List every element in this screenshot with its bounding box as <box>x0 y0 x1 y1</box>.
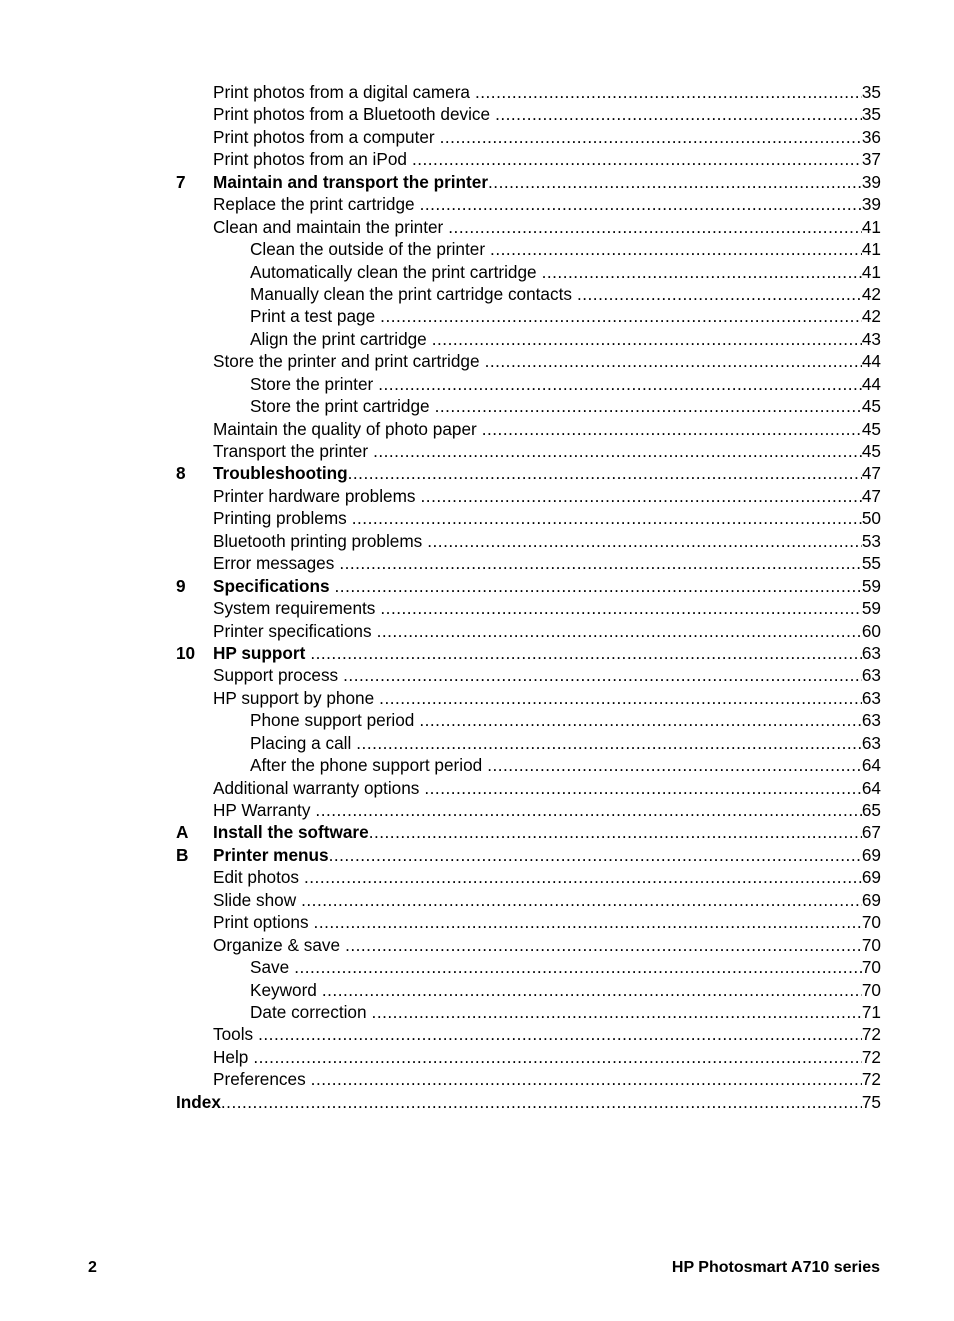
toc-page-number: 72 <box>861 1046 881 1067</box>
toc-entry-title: Install the software <box>213 822 369 843</box>
toc-page-number: 35 <box>861 82 881 102</box>
toc-page-number: 43 <box>861 328 881 349</box>
toc-page-number: 70 <box>861 957 881 978</box>
toc-entry-title: Print photos from a Bluetooth device <box>213 104 491 125</box>
toc-dot-leader <box>480 350 862 372</box>
toc-page-number: 65 <box>861 800 881 820</box>
toc-entry-line <box>213 1046 881 1068</box>
toc-page-number: 64 <box>861 777 881 798</box>
toc-chapter-number: B <box>176 844 189 865</box>
toc-dot-leader <box>419 777 862 799</box>
toc-entry-line <box>213 821 881 843</box>
toc-entry-title: Preferences <box>213 1069 306 1090</box>
toc-chapter-number: 9 <box>176 575 186 596</box>
toc-entry[interactable] <box>176 261 881 283</box>
toc-entry-title: Tools <box>213 1024 254 1045</box>
toc-entry-line <box>213 193 881 215</box>
toc-dot-leader <box>375 305 862 327</box>
toc-entry-line <box>250 956 881 978</box>
toc-entry[interactable] <box>176 485 881 507</box>
toc-entry-line <box>250 395 881 417</box>
toc-entry[interactable] <box>176 889 881 911</box>
toc-dot-leader <box>490 103 862 125</box>
toc-entry-line <box>213 777 881 799</box>
toc-entry-title: Placing a call <box>250 732 352 753</box>
toc-dot-leader <box>253 1023 862 1045</box>
toc-dot-leader <box>407 148 862 170</box>
toc-entry[interactable] <box>176 1091 881 1113</box>
toc-page-number: 44 <box>861 373 881 394</box>
toc-entry-title: Printer menus <box>213 844 329 865</box>
toc-page-number: 45 <box>861 441 881 461</box>
toc-entry-line <box>213 799 881 821</box>
toc-page-number: 59 <box>861 575 881 596</box>
toc-entry-title: Troubleshooting <box>213 463 348 484</box>
toc-entry[interactable] <box>176 103 881 125</box>
toc-entry-line <box>213 418 881 440</box>
table-of-contents <box>176 81 881 1113</box>
toc-entry[interactable] <box>176 687 881 709</box>
toc-entry[interactable] <box>176 418 881 440</box>
toc-entry-line <box>213 642 881 664</box>
toc-entry[interactable] <box>176 148 881 170</box>
toc-entry[interactable] <box>176 1001 881 1023</box>
toc-entry[interactable] <box>176 821 881 843</box>
toc-dot-leader <box>416 485 862 507</box>
toc-page-number: 35 <box>861 104 881 125</box>
toc-dot-leader <box>330 575 862 597</box>
toc-entry[interactable] <box>176 238 881 260</box>
toc-page-number: 63 <box>861 642 881 663</box>
toc-page-number: 72 <box>861 1024 881 1045</box>
toc-entry-line <box>213 934 881 956</box>
toc-entry[interactable] <box>176 305 881 327</box>
toc-entry[interactable] <box>176 911 881 933</box>
toc-dot-leader <box>374 687 862 709</box>
toc-dot-leader <box>485 238 862 260</box>
toc-page-number: 70 <box>861 934 881 955</box>
toc-page-number: 64 <box>861 755 881 776</box>
toc-entry-title: Keyword <box>250 979 317 1000</box>
toc-entry[interactable] <box>176 754 881 776</box>
toc-entry-title: Slide show <box>213 889 297 910</box>
toc-dot-leader <box>373 373 862 395</box>
toc-entry-title: Error messages <box>213 553 335 574</box>
toc-entry-line <box>250 261 881 283</box>
toc-dot-leader <box>477 418 862 440</box>
toc-entry-title: Specifications <box>213 575 330 596</box>
toc-entry-title: Help <box>213 1046 249 1067</box>
toc-page-number: 60 <box>861 620 881 641</box>
toc-entry[interactable] <box>176 709 881 731</box>
toc-dot-leader <box>296 889 862 911</box>
toc-entry-title: Bluetooth printing problems <box>213 530 423 551</box>
toc-page-number: 47 <box>861 485 881 506</box>
toc-entry-title: Automatically clean the print cartridge <box>250 261 537 282</box>
toc-page-number: 50 <box>861 508 881 529</box>
toc-dot-leader <box>347 507 862 529</box>
toc-chapter-number: 7 <box>176 171 186 192</box>
toc-page-number: 41 <box>861 216 881 237</box>
toc-entry[interactable] <box>176 1068 881 1090</box>
toc-entry[interactable] <box>176 216 881 238</box>
toc-page-number: 53 <box>861 530 881 551</box>
toc-entry-title: HP support <box>213 642 306 663</box>
toc-entry-line <box>250 754 881 776</box>
toc-entry[interactable] <box>176 866 881 888</box>
toc-dot-leader <box>537 261 862 283</box>
toc-dot-leader <box>368 440 862 462</box>
toc-page-number: 47 <box>861 463 881 484</box>
toc-entry-line <box>213 664 881 686</box>
toc-entry-title: Printer specifications <box>213 620 372 641</box>
toc-entry[interactable] <box>176 575 881 597</box>
toc-dot-leader <box>317 979 862 1001</box>
toc-entry-title: After the phone support period <box>250 755 483 776</box>
toc-page-number: 63 <box>861 710 881 731</box>
footer-product-name: HP Photosmart A710 series <box>671 1259 880 1276</box>
toc-entry-line <box>213 103 881 125</box>
toc-entry-line <box>213 866 881 888</box>
toc-dot-leader <box>470 81 862 103</box>
toc-entry-line <box>213 350 881 372</box>
toc-entry[interactable] <box>176 552 881 574</box>
toc-dot-leader <box>435 126 862 148</box>
toc-dot-leader <box>422 530 862 552</box>
toc-entry-title: Print photos from an iPod <box>213 149 407 170</box>
toc-page-number: 69 <box>861 844 881 865</box>
toc-entry[interactable] <box>176 664 881 686</box>
toc-page-number: 59 <box>861 598 881 619</box>
toc-dot-leader <box>340 934 862 956</box>
toc-page-number: 55 <box>861 553 881 574</box>
toc-entry[interactable] <box>176 126 881 148</box>
toc-entry-line <box>213 911 881 933</box>
toc-page-number: 39 <box>861 194 881 215</box>
toc-entry-line <box>213 440 881 462</box>
toc-entry-title: Edit photos <box>213 867 299 888</box>
toc-entry-title: Maintain and transport the printer <box>213 171 489 192</box>
toc-entry[interactable] <box>176 1023 881 1045</box>
toc-entry[interactable] <box>176 462 881 484</box>
toc-page-number: 45 <box>861 396 881 417</box>
toc-entry-title: Index <box>176 1091 221 1112</box>
toc-dot-leader <box>375 597 861 619</box>
toc-entry-title: Clean the outside of the printer <box>250 239 486 260</box>
toc-entry-line <box>250 328 881 350</box>
toc-dot-leader <box>338 664 862 686</box>
toc-entry-title: Save <box>250 957 290 978</box>
toc-entry-title: Clean and maintain the printer <box>213 216 444 237</box>
toc-entry-line <box>250 238 881 260</box>
toc-page-number: 36 <box>861 126 881 147</box>
toc-entry[interactable] <box>176 732 881 754</box>
toc-entry-line <box>250 373 881 395</box>
toc-entry-line <box>213 485 881 507</box>
toc-entry-line <box>213 620 881 642</box>
toc-entry[interactable] <box>176 979 881 1001</box>
toc-entry-line <box>250 979 881 1001</box>
toc-page-number: 42 <box>861 283 881 304</box>
toc-page-number: 45 <box>861 418 881 439</box>
footer-page-number: 2 <box>88 1259 97 1276</box>
toc-entry-title: HP support by phone <box>213 687 375 708</box>
toc-dot-leader <box>306 1068 862 1090</box>
toc-dot-leader <box>488 171 862 193</box>
toc-entry-line <box>213 1023 881 1045</box>
toc-entry[interactable] <box>176 373 881 395</box>
toc-dot-leader <box>248 1046 862 1068</box>
toc-dot-leader <box>430 395 862 417</box>
toc-entry[interactable] <box>176 620 881 642</box>
toc-entry[interactable] <box>176 507 881 529</box>
toc-entry-line <box>213 148 881 170</box>
toc-entry-title: Support process <box>213 665 339 686</box>
toc-dot-leader <box>289 956 862 978</box>
toc-entry-line <box>213 844 881 866</box>
toc-page-number: 67 <box>861 822 881 843</box>
toc-entry[interactable] <box>176 171 881 193</box>
toc-entry-title: Organize & save <box>213 934 341 955</box>
toc-entry-line <box>213 507 881 529</box>
toc-entry-title: Date correction <box>250 1001 367 1022</box>
toc-entry-title: Print photos from a computer <box>213 126 435 147</box>
toc-entry-line <box>213 126 881 148</box>
toc-dot-leader <box>572 283 862 305</box>
toc-entry-line <box>250 305 881 327</box>
toc-chapter-number: 10 <box>176 642 196 663</box>
toc-dot-leader <box>299 866 862 888</box>
toc-dot-leader <box>367 1001 862 1023</box>
toc-page-number: 37 <box>861 149 881 170</box>
toc-entry-title: Phone support period <box>250 710 415 731</box>
toc-entry-line <box>213 597 881 619</box>
toc-dot-leader <box>369 821 862 843</box>
toc-dot-leader <box>348 462 862 484</box>
toc-chapter-number: A <box>176 822 189 843</box>
toc-entry[interactable] <box>176 597 881 619</box>
toc-entry[interactable] <box>176 395 881 417</box>
toc-entry-line <box>213 1068 881 1090</box>
toc-entry[interactable] <box>176 777 881 799</box>
toc-entry-line <box>213 687 881 709</box>
toc-dot-leader <box>309 911 862 933</box>
toc-entry-title: Print photos from a digital camera <box>213 82 470 102</box>
toc-entry-title: Print a test page <box>250 306 376 327</box>
toc-entry[interactable] <box>176 1046 881 1068</box>
toc-entry-title: Align the print cartridge <box>250 328 427 349</box>
toc-dot-leader <box>414 709 862 731</box>
toc-entry-line <box>213 889 881 911</box>
toc-page-number: 41 <box>861 239 881 260</box>
toc-entry-line <box>250 1001 881 1023</box>
toc-entry-line <box>250 283 881 305</box>
toc-dot-leader <box>427 328 862 350</box>
toc-entry-title: HP Warranty <box>213 800 311 820</box>
toc-entry-title: Print options <box>213 912 309 933</box>
toc-entry-title: Store the printer <box>250 373 374 394</box>
toc-entry-title: Store the printer and print cartridge <box>213 351 480 372</box>
toc-page-number: 69 <box>861 867 881 888</box>
toc-page-number: 71 <box>861 1001 881 1022</box>
toc-dot-leader <box>482 754 862 776</box>
toc-entry-line <box>176 1091 881 1113</box>
toc-entry-line <box>213 216 881 238</box>
toc-entry-title: Maintain the quality of photo paper <box>213 418 477 439</box>
toc-entry-title: System requirements <box>213 598 376 619</box>
toc-entry-title: Replace the print cartridge <box>213 194 415 215</box>
toc-dot-leader <box>329 844 862 866</box>
toc-page-number: 63 <box>861 732 881 753</box>
toc-entry-title: Printer hardware problems <box>213 485 416 506</box>
toc-dot-leader <box>372 620 862 642</box>
toc-dot-leader <box>310 799 861 821</box>
toc-dot-leader <box>443 216 862 238</box>
toc-entry-title: Printing problems <box>213 508 347 529</box>
toc-page-number: 69 <box>861 889 881 910</box>
toc-entry-line <box>213 81 881 103</box>
toc-entry-title: Transport the printer <box>213 441 369 461</box>
toc-entry[interactable] <box>176 956 881 978</box>
toc-entry-line <box>250 709 881 731</box>
toc-page-number: 63 <box>861 687 881 708</box>
toc-entry[interactable] <box>176 283 881 305</box>
toc-chapter-number: 8 <box>176 463 186 484</box>
toc-entry-title: Manually clean the print cartridge contacts <box>250 283 572 304</box>
toc-entry[interactable] <box>176 193 881 215</box>
toc-page-number: 70 <box>861 979 881 1000</box>
toc-dot-leader <box>334 552 862 574</box>
toc-entry[interactable] <box>176 530 881 552</box>
toc-page-number: 39 <box>861 171 881 192</box>
toc-entry-title: Store the print cartridge <box>250 396 430 417</box>
toc-page-number: 63 <box>861 665 881 686</box>
toc-dot-leader <box>351 732 862 754</box>
toc-entry-line <box>213 171 881 193</box>
toc-entry[interactable] <box>176 799 881 821</box>
toc-dot-leader <box>305 642 862 664</box>
toc-page-number: 75 <box>861 1091 881 1112</box>
toc-entry-line <box>213 462 881 484</box>
toc-dot-leader <box>221 1091 862 1113</box>
toc-page-number: 42 <box>861 306 881 327</box>
toc-entry-line <box>213 530 881 552</box>
toc-entry-title: Additional warranty options <box>213 777 420 798</box>
toc-entry[interactable] <box>176 440 881 462</box>
toc-page-number: 70 <box>861 912 881 933</box>
toc-page-number: 72 <box>861 1069 881 1090</box>
toc-entry-line <box>213 552 881 574</box>
toc-entry[interactable] <box>176 934 881 956</box>
toc-entry[interactable] <box>176 81 881 103</box>
toc-dot-leader <box>415 193 862 215</box>
toc-entry[interactable] <box>176 350 881 372</box>
toc-entry-line <box>250 732 881 754</box>
toc-entry-line <box>213 575 881 597</box>
toc-entry[interactable] <box>176 844 881 866</box>
toc-entry[interactable] <box>176 328 881 350</box>
toc-page-number: 41 <box>861 261 881 282</box>
toc-entry[interactable] <box>176 642 881 664</box>
toc-page-number: 44 <box>861 351 881 372</box>
